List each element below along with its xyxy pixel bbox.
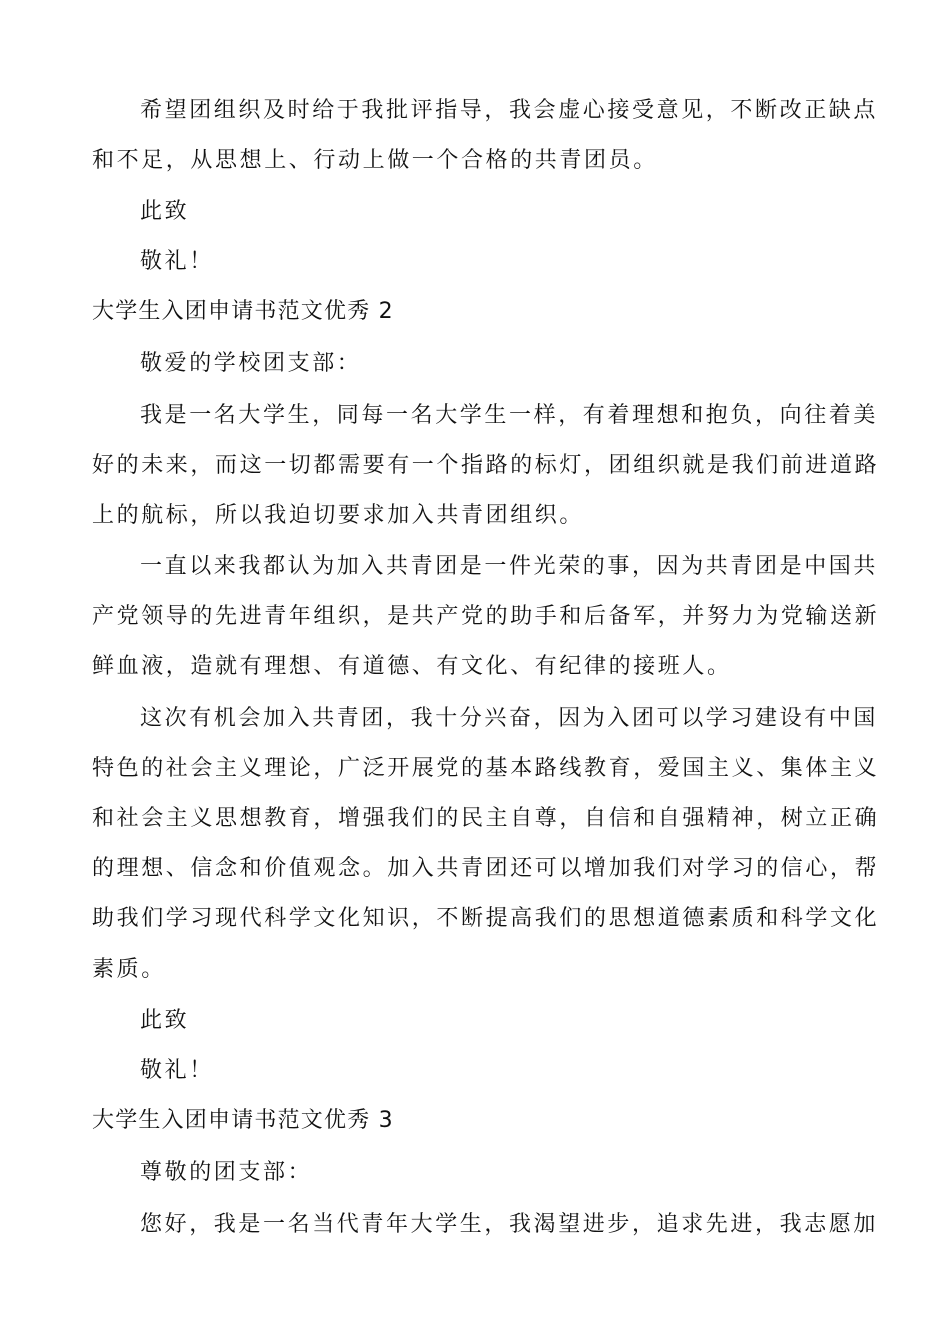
closing-salutation: 此致: [140, 1008, 190, 1033]
paragraph-line: 鲜血液，造就有理想、有道德、有文化、有纪律的接班人。: [92, 654, 732, 679]
letter-greeting: 敬爱的学校团支部：: [140, 351, 362, 376]
section-heading: 大学生入团申请书范文优秀 3: [92, 1108, 394, 1133]
paragraph-line: 助我们学习现代科学文化知识，不断提高我们的思想道德素质和科学文化: [92, 906, 880, 931]
closing-salutation: 此致: [140, 199, 190, 224]
paragraph-line: 您好，我是一名当代青年大学生，我渴望进步，追求先进，我志愿加: [140, 1212, 879, 1237]
section-heading: 大学生入团申请书范文优秀 2: [92, 299, 394, 324]
paragraph-line: 和社会主义思想教育，增强我们的民主自尊，自信和自强精神，树立正确: [92, 806, 880, 831]
paragraph-line: 的理想、信念和价值观念。加入共青团还可以增加我们对学习的信心，帮: [92, 856, 880, 881]
paragraph-line: 素质。: [92, 957, 166, 982]
paragraph-line: 和不足，从思想上、行动上做一个合格的共青团员。: [92, 148, 658, 173]
letter-greeting: 尊敬的团支部：: [140, 1160, 313, 1185]
paragraph-line: 上的航标，所以我迫切要求加入共青团组织。: [92, 503, 585, 528]
paragraph-line: 我是一名大学生，同每一名大学生一样，有着理想和抱负，向往着美: [140, 403, 879, 428]
paragraph-line: 产党领导的先进青年组织，是共产党的助手和后备军，并努力为党输送新: [92, 604, 880, 629]
closing-regards: 敬礼！: [140, 1058, 214, 1083]
paragraph-line: 希望团组织及时给于我批评指导，我会虚心接受意见，不断改正缺点: [140, 98, 879, 123]
paragraph-line: 好的未来，而这一切都需要有一个指路的标灯，团组织就是我们前进道路: [92, 453, 880, 478]
paragraph-line: 这次有机会加入共青团，我十分兴奋，因为入团可以学习建设有中国: [140, 706, 879, 731]
closing-regards: 敬礼！: [140, 249, 214, 274]
paragraph-line: 特色的社会主义理论，广泛开展党的基本路线教育，爱国主义、集体主义: [92, 756, 880, 781]
paragraph-line: 一直以来我都认为加入共青团是一件光荣的事，因为共青团是中国共: [140, 554, 879, 579]
